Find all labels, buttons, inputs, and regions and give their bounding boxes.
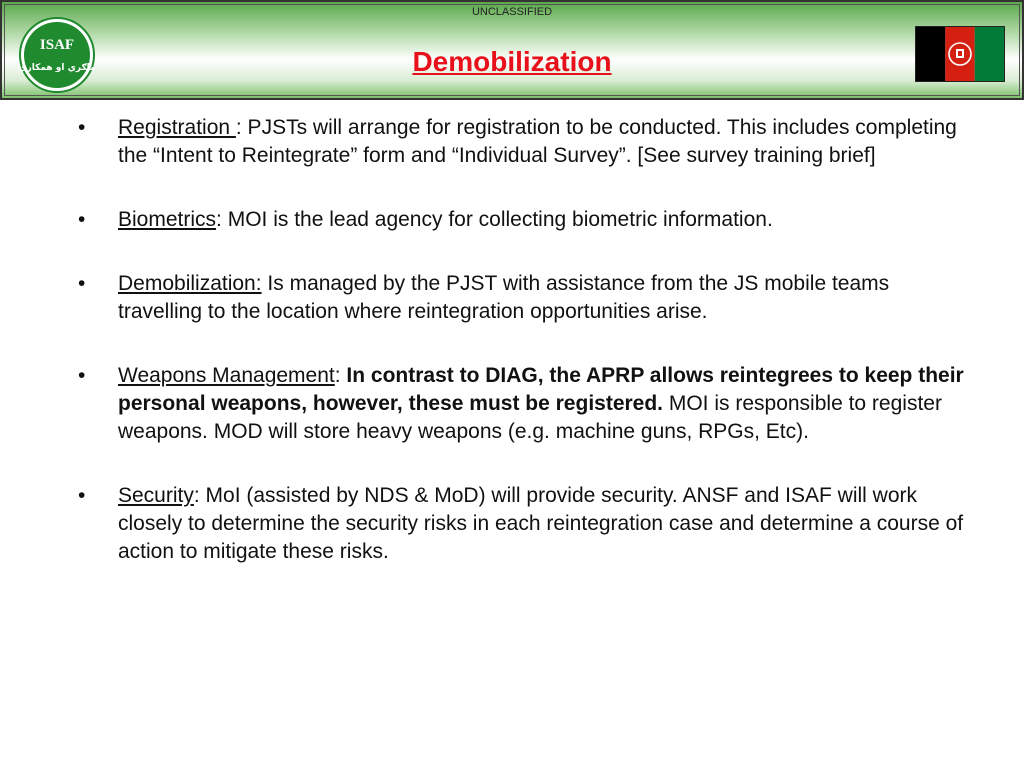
header-banner <box>0 0 1024 100</box>
bullet-text: MOI is responsible to register weapons. MOD will store heavy weapons (e.g. machine guns, RPGs, Etc). <box>118 392 942 443</box>
bullet-symbol: • <box>78 272 86 295</box>
bullet-biometrics <box>78 206 978 234</box>
bullet-symbol: • <box>78 116 86 139</box>
bullet-bold-text: In contrast to DIAG, the APRP allows reintegrees to keep their personal weapons, however, these must be registered. <box>118 364 964 415</box>
classification-label: UNCLASSIFIED <box>471 6 553 18</box>
bullet-security <box>78 482 978 566</box>
bullet-label: Biometrics <box>118 208 217 231</box>
bullet-demobilization <box>78 270 978 326</box>
bullet-text: : PJSTs will arrange for registration to be conducted. This includes completing the “Intent to Reintegrate” form and “Individual Survey”. [See survey training brief] <box>118 116 957 167</box>
bullet-symbol: • <box>78 208 86 231</box>
logo-subtext: ملګري او همکاري <box>18 63 96 73</box>
bullet-text: Is managed by the PJST with assistance from the JS mobile teams travelling to the location where reintegration opportunities arise. <box>118 272 890 323</box>
bullet-symbol: • <box>78 364 86 387</box>
isaf-logo-icon <box>18 16 96 94</box>
bullet-label: Security <box>118 484 194 507</box>
afghan-flag-icon <box>915 26 1005 82</box>
bullet-label: Demobilization: <box>118 272 262 295</box>
bullet-text: : MOI is the lead agency for collecting biometric information. <box>216 208 773 231</box>
bullet-separator: : <box>334 364 347 387</box>
bullet-registration <box>78 114 978 170</box>
bullet-symbol: • <box>78 484 86 507</box>
bullet-label: Weapons Management <box>118 364 335 387</box>
bullet-weapons-management <box>78 362 978 446</box>
slide-title: Demobilization <box>412 46 612 77</box>
logo-text: ISAF <box>39 37 75 53</box>
bullet-list <box>78 114 978 602</box>
bullet-label: Registration <box>118 116 236 139</box>
bullet-text: : MoI (assisted by NDS & MoD) will provide security. ANSF and ISAF will work closely to determine the security risks in each reintegration case and determine a course of action to mitigate these risks. <box>118 484 964 563</box>
